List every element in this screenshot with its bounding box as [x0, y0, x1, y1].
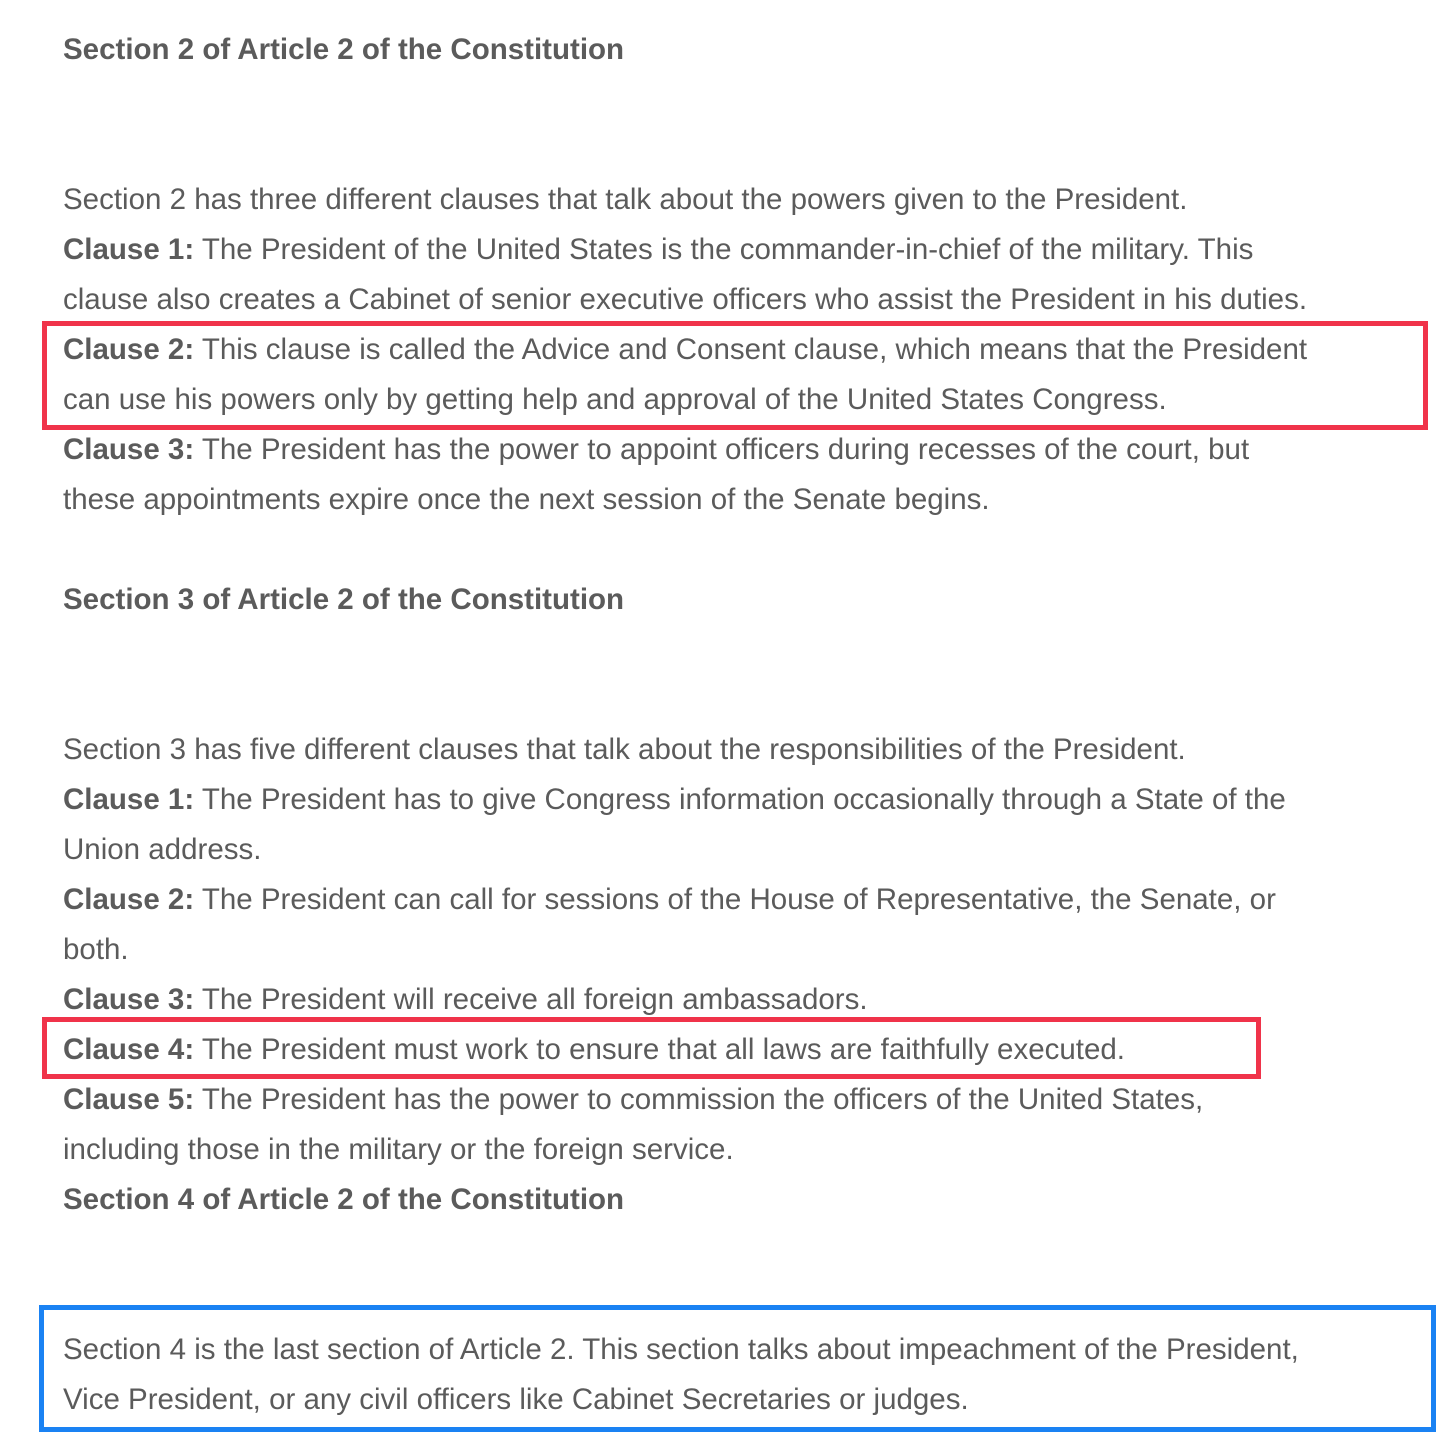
highlight-box-section-2-clause-2 [42, 321, 1428, 430]
section-3-heading: Section 3 of Article 2 of the Constitution [63, 583, 625, 616]
clause-label: Clause 5: [63, 1083, 195, 1116]
section-4-heading: Section 4 of Article 2 of the Constitution [63, 1183, 625, 1216]
section-2-clause-3-line-2: these appointments expire once the next session of the Senate begins. [63, 483, 990, 516]
clause-label: Clause 3: [63, 983, 195, 1016]
clause-text: The President of the United States is the commander-in-chief of the military. This [194, 233, 1254, 266]
section-4-line-1: Section 4 is the last section of Article 2. This section talks about impeachment of the President, [63, 1333, 1299, 1366]
section-2-heading: Section 2 of Article 2 of the Constitution [63, 33, 625, 66]
clause-label: Clause 2: [63, 333, 195, 366]
section-3-clause-2-line-1 [63, 875, 1276, 925]
clause-label: Clause 1: [63, 783, 195, 816]
section-4-line-2: Vice President, or any civil officers like Cabinet Secretaries or judges. [63, 1383, 969, 1416]
clause-text: The President must work to ensure that all laws are faithfully executed. [194, 1033, 1125, 1066]
section-3-clause-1-line-2: Union address. [63, 833, 262, 866]
clause-text: The President will receive all foreign ambassadors. [194, 983, 868, 1016]
clause-label: Clause 1: [63, 233, 195, 266]
section-3-clause-2-line-2: both. [63, 933, 129, 966]
section-2-intro: Section 2 has three different clauses that talk about the powers given to the President. [63, 183, 1188, 216]
highlight-box-section-4 [39, 1305, 1436, 1432]
clause-text: The President has the power to commission the officers of the United States, [194, 1083, 1204, 1116]
section-3-intro: Section 3 has five different clauses that talk about the responsibilities of the President. [63, 733, 1186, 766]
clause-text: The President has the power to appoint officers during recesses of the court, but [194, 433, 1250, 466]
section-2-clause-1-line-1 [63, 225, 1253, 275]
highlight-box-section-3-clause-4 [42, 1017, 1261, 1079]
clause-label: Clause 4: [63, 1033, 195, 1066]
section-3-clause-5-line-2: including those in the military or the foreign service. [63, 1133, 734, 1166]
section-3-clause-1-line-1 [63, 775, 1286, 825]
clause-text: This clause is called the Advice and Consent clause, which means that the President [194, 333, 1308, 366]
clause-label: Clause 3: [63, 433, 195, 466]
section-2-clause-1-line-2: clause also creates a Cabinet of senior executive officers who assist the President in his duties. [63, 283, 1308, 316]
clause-text: The President can call for sessions of the House of Representative, the Senate, or [194, 883, 1276, 916]
section-2-clause-2-line-2: can use his powers only by getting help and approval of the United States Congress. [63, 383, 1167, 416]
clause-text: The President has to give Congress information occasionally through a State of the [194, 783, 1286, 816]
section-3-clause-5-line-1 [63, 1075, 1203, 1125]
clause-label: Clause 2: [63, 883, 195, 916]
section-2-clause-3-line-1 [63, 425, 1249, 475]
